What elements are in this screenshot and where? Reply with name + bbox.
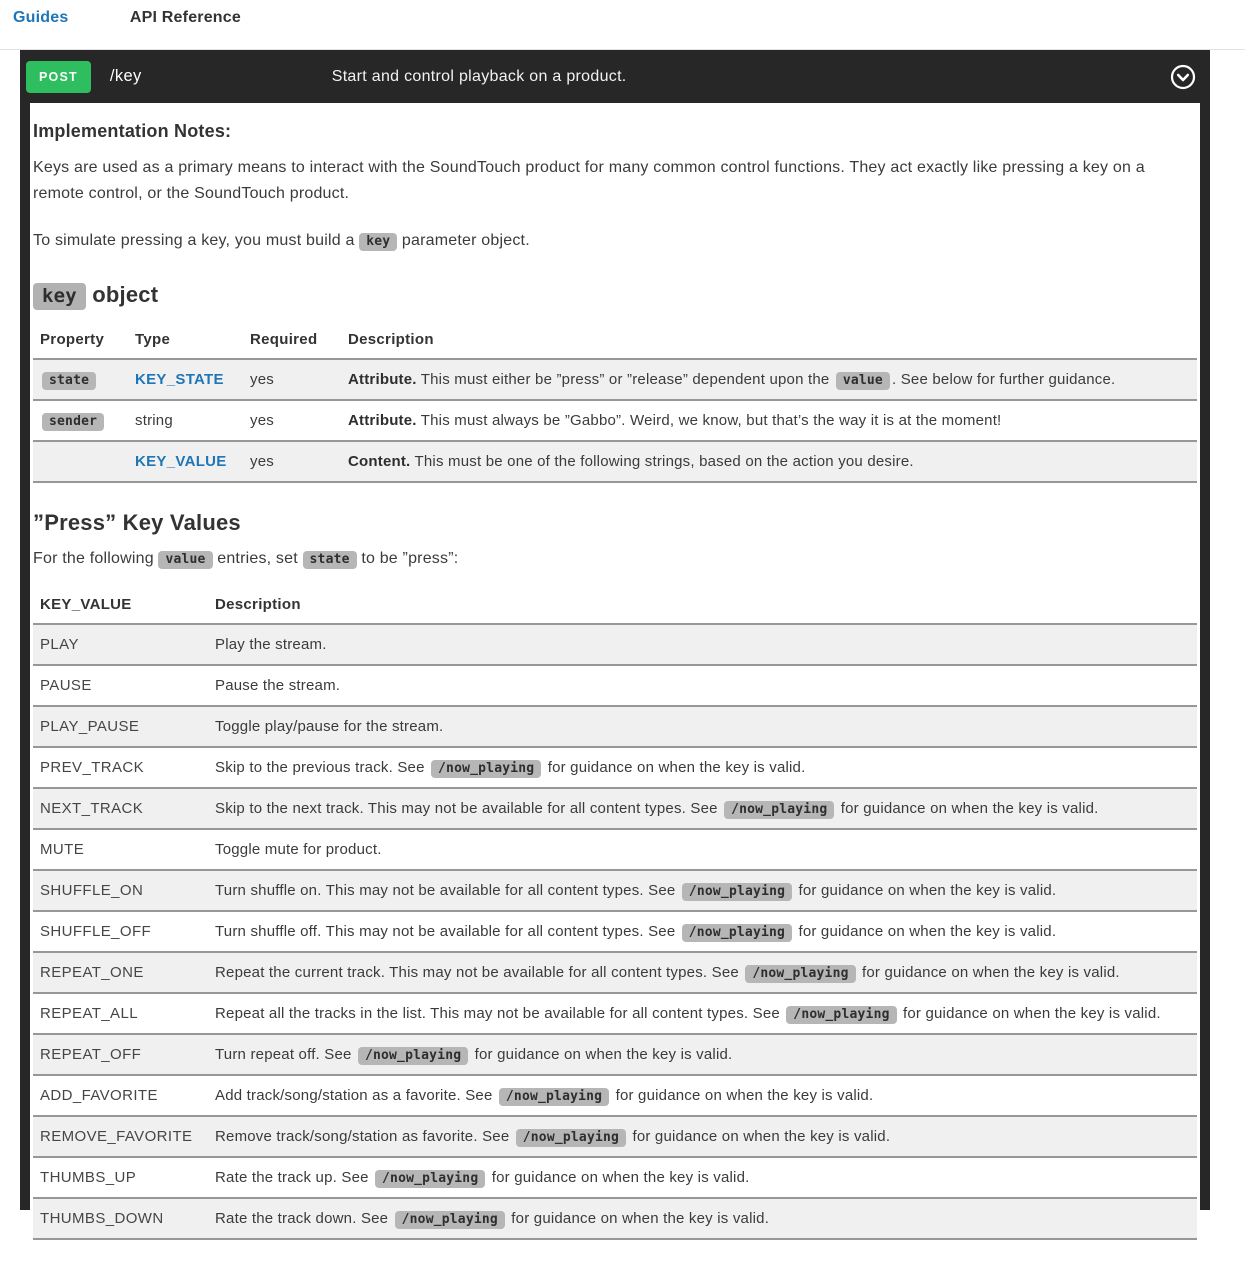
description-cell: Play the stream. [215,636,327,653]
press-key-table-row [33,665,1197,706]
press-table-header [33,590,1197,624]
press-key-table-row [33,1198,1197,1239]
key-object-heading-text: object [92,282,159,307]
key-value-cell: THUMBS_DOWN [40,1210,164,1227]
description-cell: Toggle mute for product. [215,841,382,858]
required-cell: yes [250,412,274,429]
key-object-table-header [33,325,1197,359]
inline-code-chip: /now_playing [786,1006,896,1024]
key-value-cell: PLAY_PAUSE [40,718,140,735]
column-header-description: Description [348,331,434,348]
press-key-table-row [33,1034,1197,1075]
required-cell: yes [250,453,274,470]
inline-code-chip: state [303,551,357,569]
operation-panel [20,50,1210,1227]
description-cell: Attribute. This must always be ”Gabbo”. Weird, we know, but that’s the way it is at the moment! [348,412,1002,429]
press-key-table-row [33,911,1197,952]
endpoint-path: /key [109,67,142,85]
press-key-table-row [33,747,1197,788]
inline-code-chip: key [359,233,397,251]
property-code-chip: sender [42,413,104,431]
type-link[interactable]: KEY_STATE [135,371,224,388]
description-cell: Attribute. This must either be ”press” or ”release” dependent upon the value . See below for further guidance. [348,371,1116,388]
implementation-notes-paragraph: Keys are used as a primary means to interact with the SoundTouch product for many common control functions. They act exactly like pressing a key on a remote control, or the SoundTouch product. [33,159,1145,202]
key-value-cell: REPEAT_OFF [40,1046,142,1063]
description-cell: Skip to the previous track. See /now_playing for guidance on when the key is valid. [215,759,806,776]
inline-code-chip: value [836,372,890,390]
key-value-cell: SHUFFLE_OFF [40,923,152,940]
operation-header[interactable] [30,50,1200,103]
key-value-cell: ADD_FAVORITE [40,1087,158,1104]
press-key-table-row [33,1075,1197,1116]
description-cell: Pause the stream. [215,677,341,694]
key-object-table [33,325,1197,483]
key-value-cell: NEXT_TRACK [40,800,144,817]
key-value-cell: MUTE [40,841,85,858]
press-key-table-row [33,1157,1197,1198]
inline-code-chip: /now_playing [516,1129,626,1147]
description-cell: Toggle play/pause for the stream. [215,718,444,735]
endpoint-summary: Start and control playback on a product. [331,67,627,85]
description-cell: Rate the track down. See /now_playing for guidance on when the key is valid. [215,1210,770,1227]
property-cell [33,400,128,441]
simulate-key-paragraph: To simulate pressing a key, you must build a key parameter object. [33,232,530,249]
inline-code-chip: /now_playing [724,801,834,819]
description-cell: Turn repeat off. See /now_playing for guidance on when the key is valid. [215,1046,733,1063]
press-key-values-table [33,590,1197,1240]
press-key-values-heading: ”Press” Key Values [33,510,241,535]
description-cell: Content. This must be one of the following strings, based on the action you desire. [348,453,914,470]
nav-link-guides[interactable]: Guides [13,9,69,26]
type-cell: string [135,412,173,429]
inline-code-chip: /now_playing [682,883,792,901]
property-cell [33,359,128,400]
inline-code-chip: /now_playing [499,1088,609,1106]
inline-code-chip: /now_playing [431,760,541,778]
press-key-table-row [33,952,1197,993]
key-value-cell: REPEAT_ALL [40,1005,138,1022]
press-key-values-intro: For the following value entries, set state to be ”press”: [33,550,459,567]
press-key-table-row [33,829,1197,870]
key-value-cell: REMOVE_FAVORITE [40,1128,193,1145]
property-code-chip: state [42,372,96,390]
press-key-table-row [33,706,1197,747]
inline-code-chip: /now_playing [745,965,855,983]
inline-code-chip: value [158,551,212,569]
description-cell: Skip to the next track. This may not be available for all content types. See /now_playing for guidance on when the key is valid. [215,800,1099,817]
key-object-table-row [33,359,1197,400]
inline-code-chip: /now_playing [682,924,792,942]
column-header-required: Required [250,331,318,348]
key-value-cell: REPEAT_ONE [40,964,144,981]
description-cell: Repeat all the tracks in the list. This may not be available for all content types. See /now_playing for guidance on when the key is valid. [215,1005,1161,1022]
nav-link-api-reference[interactable]: API Reference [129,9,241,26]
key-value-cell: PAUSE [40,677,92,694]
press-key-table-row [33,993,1197,1034]
press-key-table-row [33,788,1197,829]
property-cell [33,441,128,482]
key-value-cell: SHUFFLE_ON [40,882,144,899]
key-code-chip: key [33,283,86,310]
key-value-cell: PREV_TRACK [40,759,145,776]
http-method-badge: POST [26,61,91,93]
key-object-heading [33,282,1197,308]
inline-code-chip: /now_playing [358,1047,468,1065]
column-header-type: Type [135,331,171,348]
description-cell: Repeat the current track. This may not be available for all content types. See /now_playing for guidance on when the key is valid. [215,964,1120,981]
operation-body [30,103,1200,1280]
column-header-description: Description [215,596,301,613]
description-cell: Remove track/song/station as favorite. See /now_playing for guidance on when the key is valid. [215,1128,891,1145]
description-cell: Add track/song/station as a favorite. See /now_playing for guidance on when the key is valid. [215,1087,874,1104]
description-cell: Rate the track up. See /now_playing for guidance on when the key is valid. [215,1169,750,1186]
column-header-property: Property [40,331,105,348]
press-key-table-row [33,1116,1197,1157]
key-value-cell: PLAY [40,636,79,653]
description-cell: Turn shuffle off. This may not be available for all content types. See /now_playing for guidance on when the key is valid. [215,923,1057,940]
key-value-cell: THUMBS_UP [40,1169,137,1186]
collapse-chevron-icon[interactable] [1170,64,1196,90]
type-cell[interactable] [128,441,243,482]
press-key-table-row [33,870,1197,911]
key-object-table-row [33,441,1197,482]
implementation-notes-heading: Implementation Notes: [33,121,232,141]
inline-code-chip: /now_playing [395,1211,505,1229]
press-key-table-row [33,624,1197,665]
top-navigation [0,0,1245,49]
required-cell: yes [250,371,274,388]
key-object-table-row [33,400,1197,441]
inline-code-chip: /now_playing [375,1170,485,1188]
column-header-key-value: KEY_VALUE [40,596,132,613]
type-cell[interactable] [128,359,243,400]
description-cell: Turn shuffle on. This may not be available for all content types. See /now_playing for guidance on when the key is valid. [215,882,1057,899]
type-link[interactable]: KEY_VALUE [135,453,227,470]
